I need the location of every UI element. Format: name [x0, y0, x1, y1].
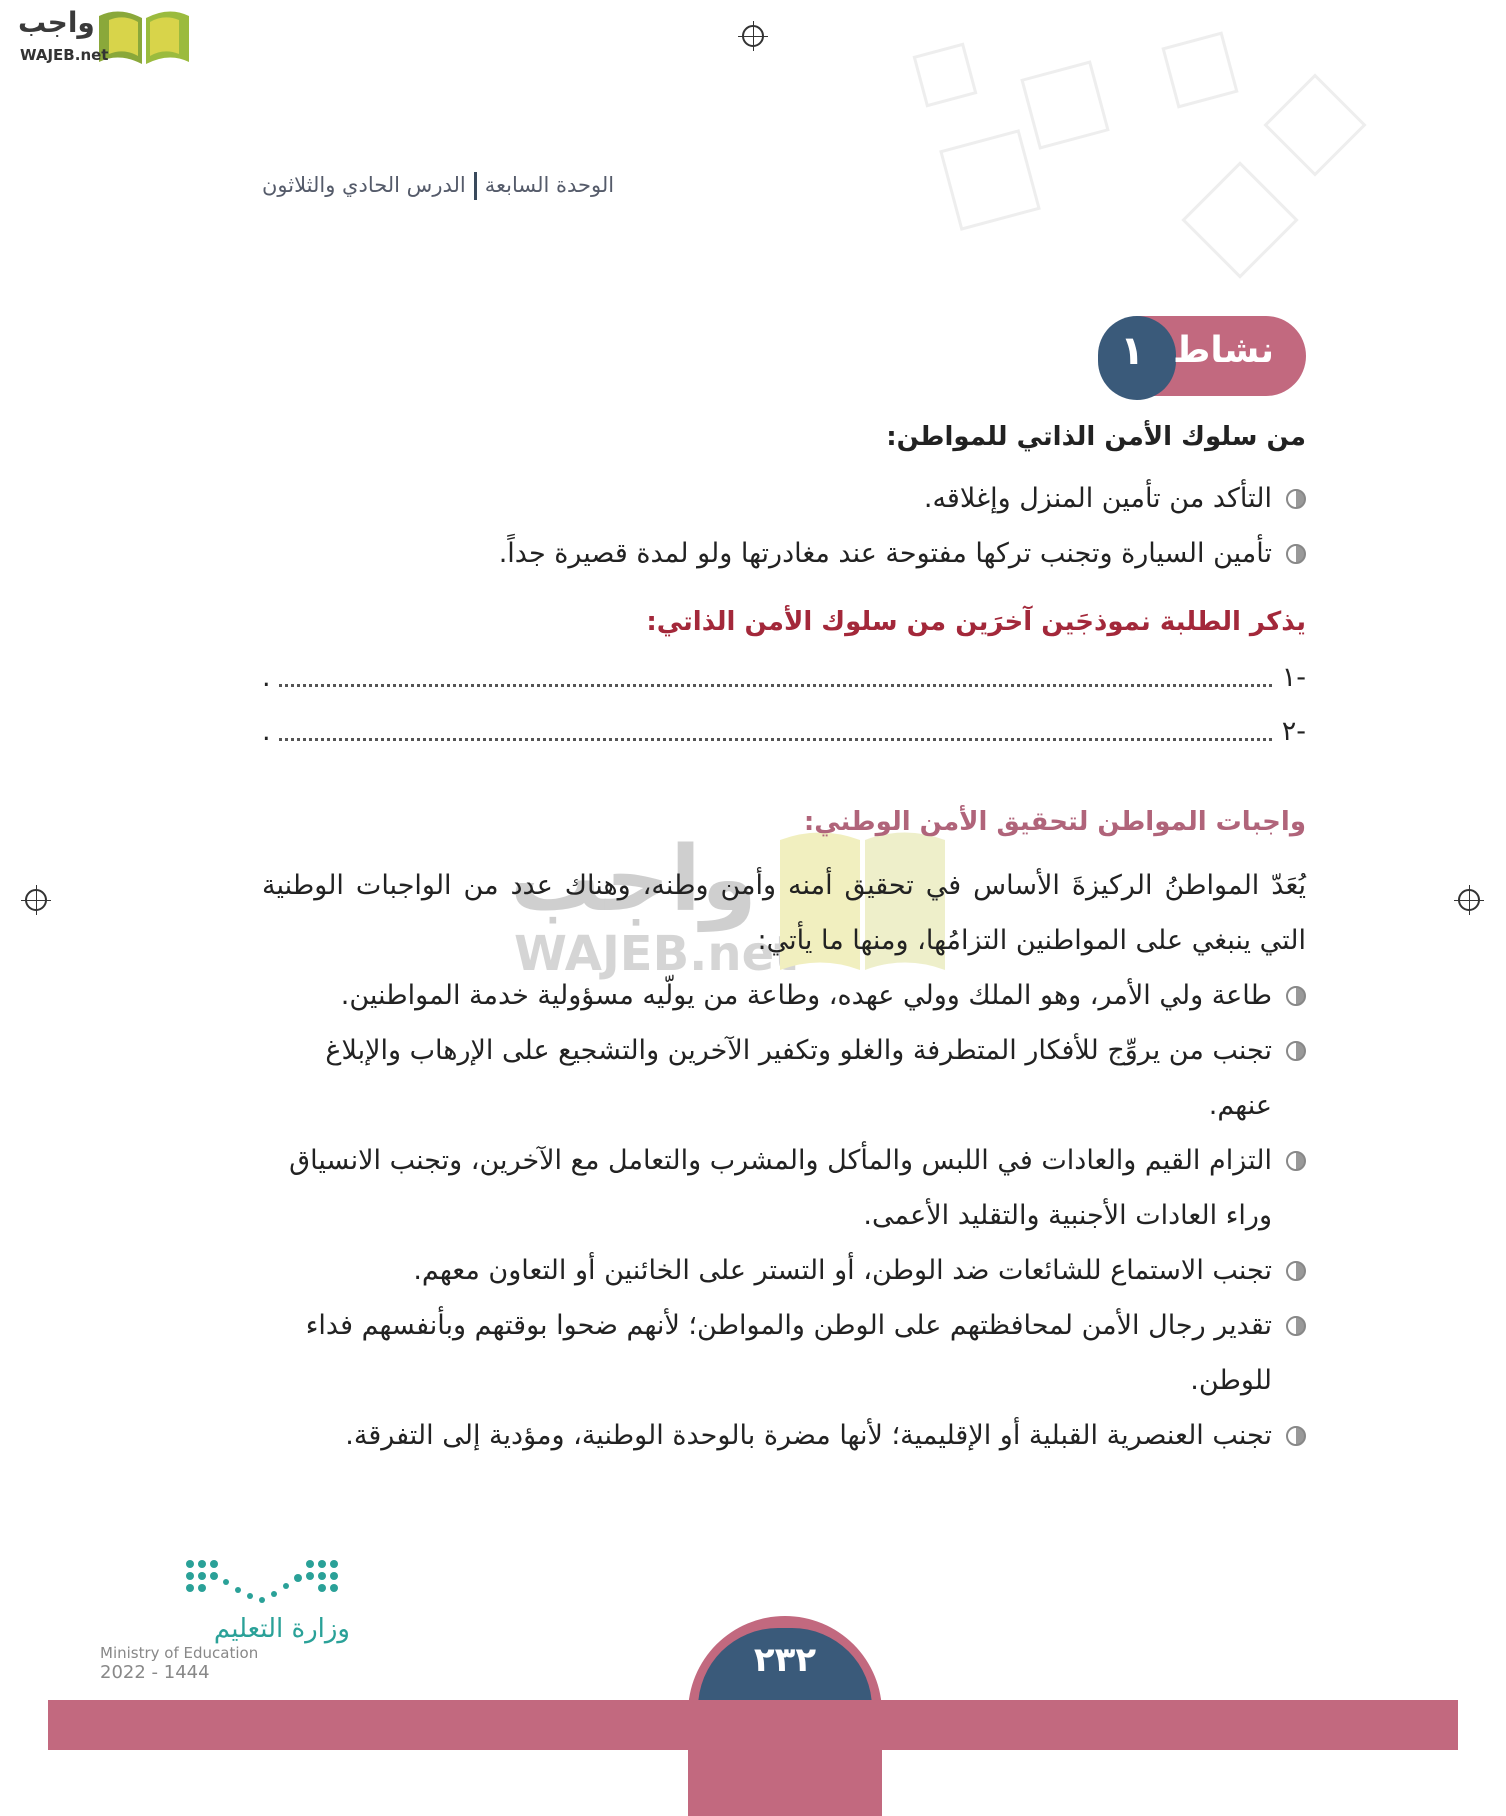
list-item — [262, 471, 1306, 526]
activity-label: نشاط — [1172, 330, 1274, 371]
section2-intro: يُعَدّ المواطنُ الركيزةَ الأساس في تحقيق أمنه وأمن وطنه، وهناك عدد من الواجبات الوطنية التي ينبغي على المواطنين التزامُها، ومنها ما يأتي: — [262, 870, 1306, 956]
answer-number: -١ — [1281, 661, 1306, 693]
bullet-icon — [1286, 1151, 1306, 1171]
bullet-icon — [1286, 1261, 1306, 1281]
list-item — [262, 1133, 1306, 1243]
section-self-security — [262, 410, 1306, 758]
activity-badge — [1098, 316, 1306, 400]
wajeb-logo[interactable] — [8, 4, 193, 68]
answer-line-2[interactable]: -٢ . — [262, 704, 1306, 758]
list-item-text: تقدير رجال الأمن لمحافظتهم على الوطن والمواطن؛ لأنهم ضحوا بوقتهم وبأنفسهم فداء للوطن. — [305, 1310, 1272, 1396]
bullet-icon — [1286, 489, 1306, 509]
task-heading: يذكر الطلبة نموذجَين آخرَين من سلوك الأمن الذاتي: — [646, 607, 1306, 637]
bullet-icon — [1286, 1426, 1306, 1446]
section-national-duties — [262, 795, 1306, 1463]
list-item-text: تجنب الاستماع للشائعات ضد الوطن، أو التستر على الخائنين أو التعاون معهم. — [413, 1255, 1272, 1286]
edition-year: 2022 - 1444 — [100, 1662, 210, 1683]
svg-text:WAJEB.net: WAJEB.net — [514, 926, 798, 980]
ministry-logo — [100, 1556, 350, 1683]
unit-label: الوحدة السابعة — [484, 173, 615, 197]
lesson-label: الدرس الحادي والثلاثون — [262, 173, 466, 197]
bullet-icon — [1286, 1316, 1306, 1336]
list-item — [262, 1243, 1306, 1298]
list-item-text: التزام القيم والعادات في اللبس والمأكل والمشرب والتعامل مع الآخرين، وتجنب الانسياق وراء العادات الأجنبية والتقليد الأعمى. — [289, 1145, 1272, 1231]
list-item-text: تجنب العنصرية القبلية أو الإقليمية؛ لأنها مضرة بالوحدة الوطنية، ومؤدية إلى التفرقة. — [345, 1420, 1272, 1451]
section1-heading: من سلوك الأمن الذاتي للمواطن: — [886, 422, 1306, 452]
list-item-text: تأمين السيارة وتجنب تركها مفتوحة عند مغادرتها ولو لمدة قصيرة جداً. — [498, 538, 1272, 569]
list-item-text: تجنب من يروِّج للأفكار المتطرفة والغلو وتكفير الآخرين والتشجيع على الإرهاب والإبلاغ عنهم. — [325, 1035, 1272, 1121]
ministry-dots-icon — [180, 1556, 350, 1610]
svg-text:واجب: واجب — [510, 827, 757, 932]
page-number: ٢٣٢ — [753, 1640, 817, 1680]
answer-number: -٢ — [1281, 715, 1306, 747]
footer-bar — [48, 1700, 1458, 1750]
logo-ar: واجب — [18, 6, 95, 39]
list-item — [262, 968, 1306, 1023]
logo-en: WAJEB.net — [20, 46, 109, 64]
decorative-diamonds — [880, 30, 1440, 290]
lesson-header — [262, 172, 614, 200]
list-item — [262, 1408, 1306, 1463]
list-item-text: طاعة ولي الأمر، وهو الملك وولي عهده، وطاعة من يولّيه مسؤولية خدمة المواطنين. — [340, 980, 1272, 1011]
bullet-icon — [1286, 544, 1306, 564]
registration-mark-icon — [25, 889, 47, 911]
activity-number: ١ — [1120, 328, 1145, 374]
bullet-icon — [1286, 986, 1306, 1006]
bullet-icon — [1286, 1041, 1306, 1061]
ministry-name-ar: وزارة التعليم — [213, 1614, 350, 1644]
list-item-text: التأكد من تأمين المنزل وإغلاقه. — [923, 483, 1272, 514]
list-item — [262, 1298, 1306, 1408]
answer-line-1[interactable]: -١ . — [262, 650, 1306, 704]
list-item — [262, 526, 1306, 581]
list-item — [262, 1023, 1306, 1133]
registration-mark-icon — [742, 25, 764, 47]
section2-heading: واجبات المواطن لتحقيق الأمن الوطني: — [803, 807, 1306, 837]
book-icon — [94, 6, 194, 66]
registration-mark-icon — [1458, 889, 1480, 911]
ministry-name-en: Ministry of Education — [100, 1644, 259, 1662]
header-divider — [474, 172, 477, 200]
